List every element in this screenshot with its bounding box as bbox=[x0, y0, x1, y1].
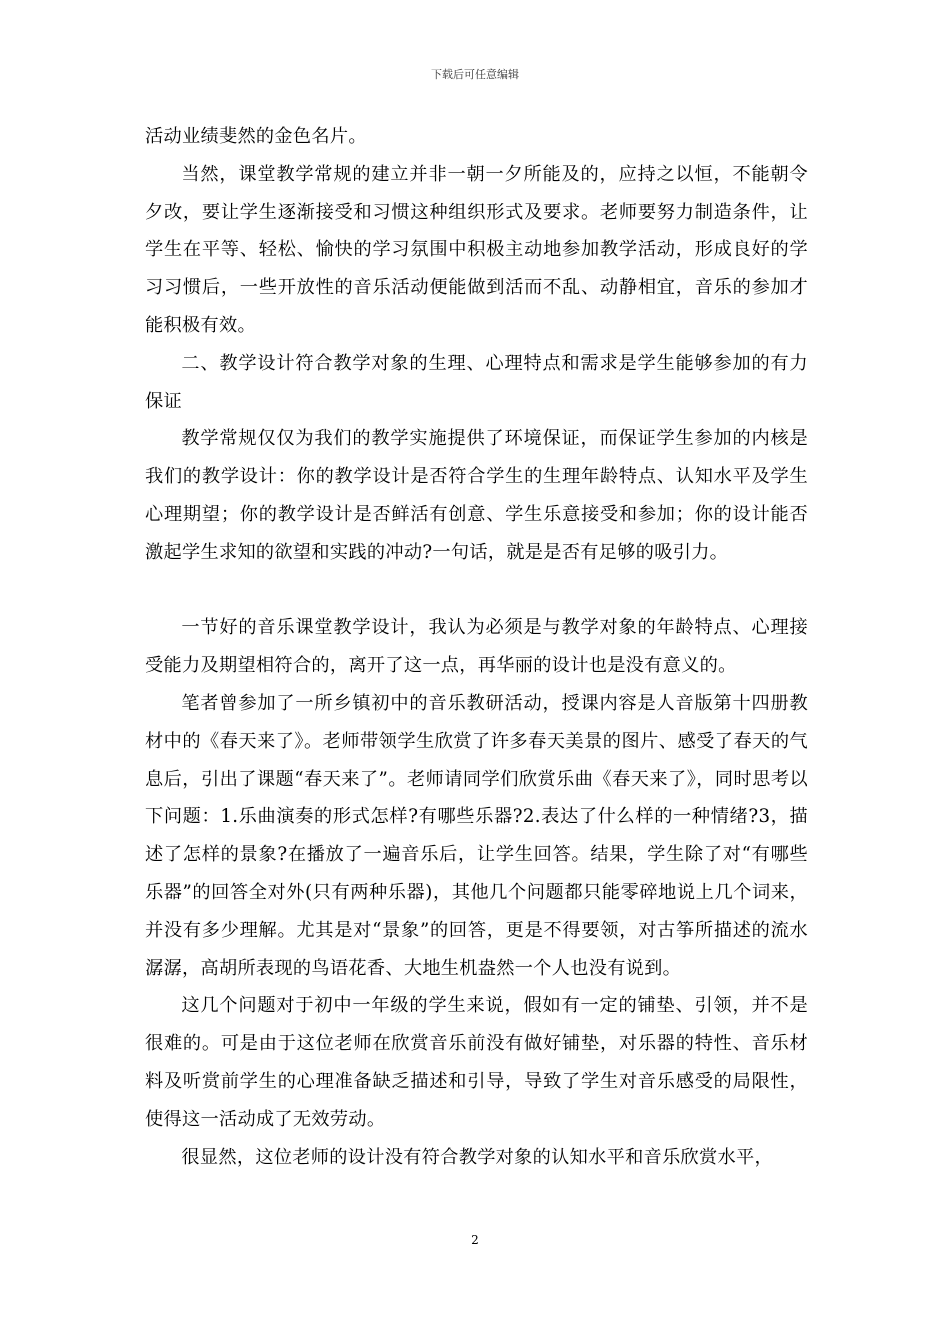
paragraph-good-design: 一节好的音乐课堂教学设计，我认为必须是与教学对象的年龄特点、心理接受能力及期望相符合的，离开了这一点，再华丽的设计也是没有意义的。 bbox=[145, 617, 808, 677]
section-heading-two: 二、教学设计符合教学对象的生理、心理特点和需求是学生能够参加的有力保证 bbox=[145, 352, 808, 412]
page-header: 下载后可任意编辑 bbox=[431, 68, 519, 81]
blank-line bbox=[145, 572, 808, 610]
page-number: 2 bbox=[471, 1233, 479, 1247]
paragraph-classroom-routine: 当然，课堂教学常规的建立并非一朝一夕所能及的，应持之以恒，不能朝令夕改，要让学生逐渐接受和习惯这种组织形式及要求。老师要努力制造条件，让学生在平等、轻松、愉快的学习氛围中积极主动地参加教学活动，形成良好的学习习惯后，一些开放性的音乐活动便能做到活而不乱、动静相宜，音乐的参加才能积极有效。 bbox=[145, 163, 808, 336]
paragraph-continuation: 活动业绩斐然的金色名片。 bbox=[145, 126, 367, 147]
paragraph-conclusion: 很显然，这位老师的设计没有符合教学对象的认知水平和音乐欣赏水平， bbox=[181, 1146, 773, 1168]
document-body bbox=[145, 118, 808, 1176]
paragraph-case-study: 笔者曾参加了一所乡镇初中的音乐教研活动，授课内容是人音版第十四册教材中的《春天来了》。老师带领学生欣赏了许多春天美景的图片、感受了春天的气息后，引出了课题“春天来了”。老师请同学们欣赏乐曲《春天来了》，同时思考以下问题：1.乐曲演奏的形式怎样?有哪些乐器?2.表达了什么样的一种情绪?3，描述了怎样的景象?在播放了一遍音乐后，让学生回答。结果，学生除了对“有哪些乐器”的回答全对外(只有两种乐器)，其他几个问题都只能零碎地说上几个词来，并没有多少理解。尤其是对“景象”的回答，更是不得要领，对古筝所描述的流水潺潺，高胡所表现的鸟语花香、大地生机盎然一个人也没有说到。 bbox=[145, 692, 808, 979]
paragraph-analysis: 这几个问题对于初中一年级的学生来说，假如有一定的铺垫、引领，并不是很难的。可是由于这位老师在欣赏音乐前没有做好铺垫，对乐器的特性、音乐材料及听赏前学生的心理准备缺乏描述和引导，导致了学生对音乐感受的局限性，使得这一活动成了无效劳动。 bbox=[145, 995, 808, 1130]
paragraph-teaching-design: 教学常规仅仅为我们的教学实施提供了环境保证，而保证学生参加的内核是我们的教学设计：你的教学设计是否符合学生的生理年龄特点、认知水平及学生心理期望；你的教学设计是否鲜活有创意、学生乐意接受和参加；你的设计能否激起学生求知的欲望和实践的冲动?一句话，就是是否有足够的吸引力。 bbox=[145, 428, 808, 563]
